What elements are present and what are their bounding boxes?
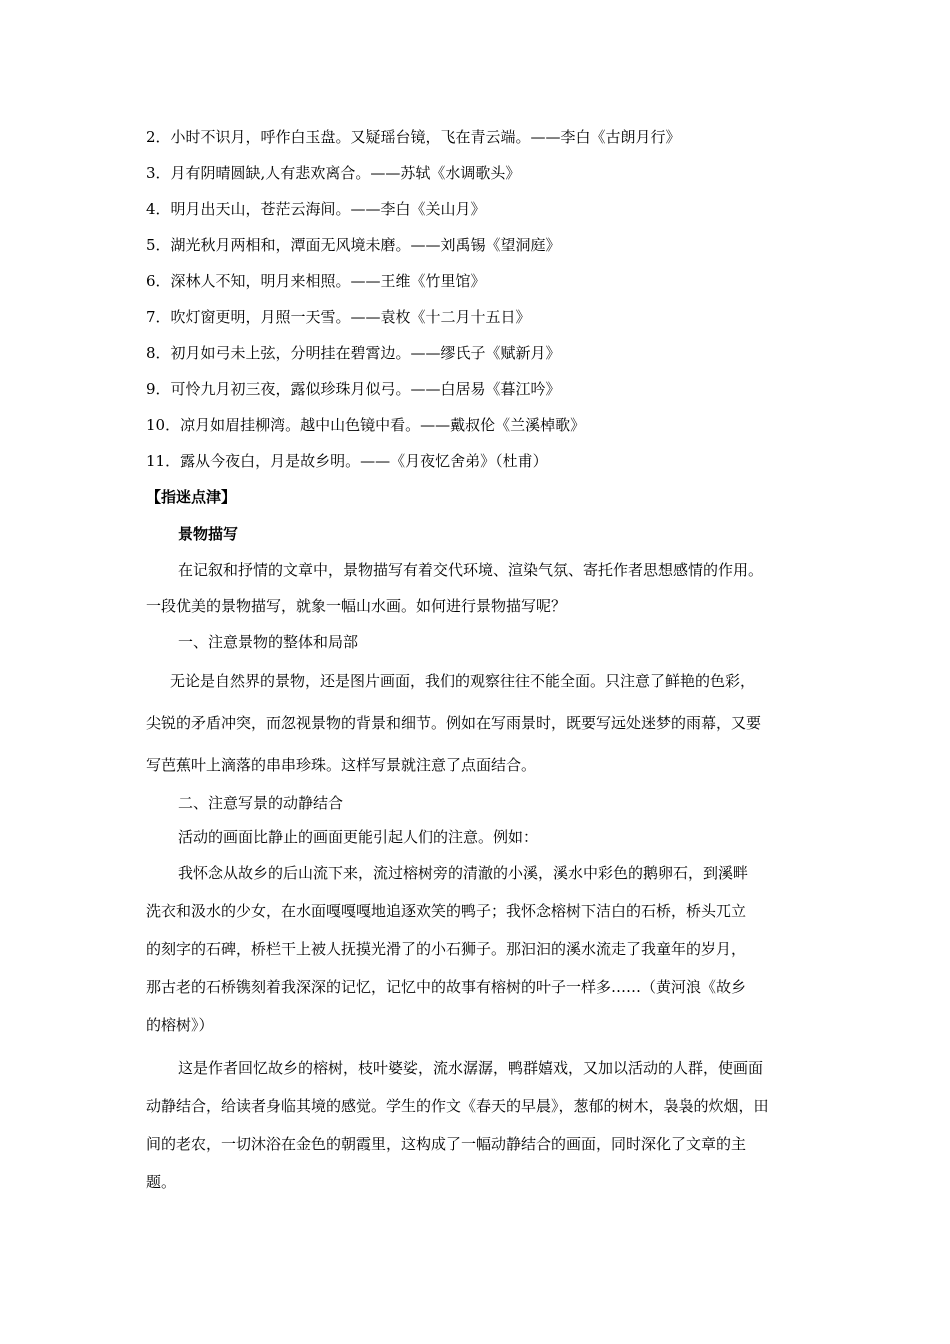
poem-line-5: 5．湖光秋月两相和，潭面无风境未磨。——刘禹锡《望洞庭》	[146, 236, 561, 254]
analysis-line-2: 动静结合，给读者身临其境的感觉。学生的作文《春天的早晨》，葱郁的树木，袅袅的炊烟，田	[146, 1097, 769, 1115]
point1-title: 一、注意景物的整体和局部	[178, 633, 359, 651]
poem-line-10: 10．凉月如眉挂柳湾。越中山色镜中看。——戴叔伦《兰溪棹歌》	[146, 416, 586, 434]
intro-line-1: 在记叙和抒情的文章中，景物描写有着交代环境、渲染气氛、寄托作者思想感情的作用。	[178, 561, 764, 579]
point1-line-3: 写芭蕉叶上滴落的串串珍珠。这样写景就注意了点面结合。	[146, 756, 537, 774]
example-line-1: 我怀念从故乡的后山流下来，流过榕树旁的清澈的小溪，溪水中彩色的鹅卵石，到溪畔	[178, 864, 749, 882]
poem-line-2: 2．小时不识月，呼作白玉盘。又疑瑶台镜，飞在青云端。——李白《古朗月行》	[146, 128, 681, 146]
example-line-5: 的榕树》）	[146, 1016, 214, 1034]
example-line-3: 的刻字的石碑，桥栏干上被人抚摸光滑了的小石狮子。那汩汩的溪水流走了我童年的岁月，	[146, 940, 747, 958]
poem-line-3: 3．月有阴晴圆缺,人有悲欢离合。——苏轼《水调歌头》	[146, 164, 521, 182]
analysis-line-1: 这是作者回忆故乡的榕树，枝叶婆娑，流水潺潺，鸭群嬉戏，又加以活动的人群，使画面	[178, 1059, 764, 1077]
point2-title: 二、注意写景的动静结合	[178, 794, 344, 812]
point1-line-2: 尖锐的矛盾冲突，而忽视景物的背景和细节。例如在写雨景时，既要写远处迷梦的雨幕，又要	[146, 714, 762, 732]
point1-line-1: 无论是自然界的景物，还是图片画面，我们的观察往往不能全面。只注意了鲜艳的色彩，	[170, 672, 756, 690]
example-line-2: 洗衣和汲水的少女，在水面嘎嘎嘎地追逐欢笑的鸭子；我怀念榕树下洁白的石桥，桥头兀立	[146, 902, 747, 920]
poem-line-7: 7．吹灯窗更明，月照一天雪。——袁枚《十二月十五日》	[146, 308, 531, 326]
analysis-line-4: 题。	[146, 1173, 177, 1191]
intro-line-2: 一段优美的景物描写，就象一幅山水画。如何进行景物描写呢？	[146, 597, 567, 615]
analysis-line-3: 间的老农，一切沐浴在金色的朝霞里，这构成了一幅动静结合的画面，同时深化了文章的主	[146, 1135, 747, 1153]
poem-line-8: 8．初月如弓未上弦，分明挂在碧霄边。——缪氏子《赋新月》	[146, 344, 561, 362]
poem-line-4: 4．明月出天山，苍茫云海间。——李白《关山月》	[146, 200, 486, 218]
example-line-4: 那古老的石桥镌刻着我深深的记忆，记忆中的故事有榕树的叶子一样多……（黄河浪《故乡	[146, 978, 747, 996]
subheading: 景物描写	[178, 525, 239, 543]
poem-line-6: 6．深林人不知，明月来相照。——王维《竹里馆》	[146, 272, 486, 290]
poem-line-11: 11．露从今夜白，月是故乡明。——《月夜忆舍弟》（杜甫）	[146, 452, 548, 470]
poem-line-9: 9．可怜九月初三夜，露似珍珠月似弓。——白居易《暮江吟》	[146, 380, 561, 398]
section-heading: 【指迷点津】	[146, 488, 237, 506]
point2-intro: 活动的画面比静止的画面更能引起人们的注意。例如：	[178, 828, 539, 846]
